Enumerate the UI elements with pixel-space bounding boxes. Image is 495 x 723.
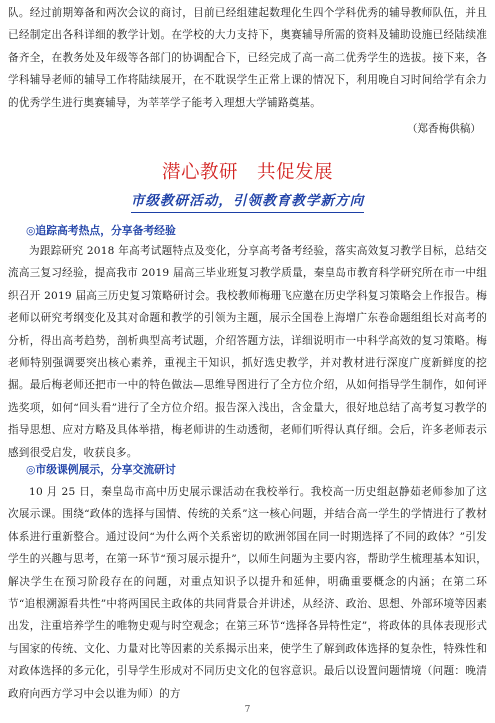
article-title: 潜心教研 共促发展 <box>161 162 333 183</box>
section-body-block-2 <box>8 481 487 705</box>
section-body-block-1 <box>8 240 487 464</box>
section-body-demo-lesson: 10 月 25 日，秦皇岛市高中历史展示课活动在我校举行。我校高一历史组赵静茹老师参加了这次展示课。围绕“政体的选择与国情、传统的关系”这一核心问题，并结合高一学生的学情进行了教材体系进行重新整合。通过设问“为什么两个关系密切的欧洲邻国在同一时期选择了不同的政体？”引发学生的兴趣与思考，在第一环节“预习展示提升”，以师生问题为主要内容，帮助学生梳理基本知识，解决学生在预习阶段存在的问题，对重点知识予以提升和延伸，明确重要概念的内涵；在第二环节“追根溯源看共性”中将两国民主政体的共同背景合并讲述，从经济、政治、思想、外部环境等因素出发，注重培养学生的唯物史观与时空观念；在第三环节“选择各异特性定”，将政体的具体表现形式与国家的传统、文化、力量对比等因素的关系揭示出来，使学生了解到政体选择的复杂性，特殊性和对政体选择的多元化，引导学生形成对不同历史文化的包容意识。最后以设置问题情境（问题：晚清政府向西方学习中会以谁为师）的方 <box>8 486 487 700</box>
article-subtitle-text: 市级教研活动，引领教育教学新方向 <box>131 190 365 213</box>
intro-paragraph-block <box>8 2 487 114</box>
section-heading-demo-lesson: ◎市级课例展示，分享交流研讨 <box>26 463 176 476</box>
page-number: 7 <box>244 705 251 715</box>
intro-paragraph: 队。经过前期筹备和两次会议的商讨，目前已经组建起数理化生四个学科优秀的辅导教师队伍，并且已经制定出各科详细的教学计划。在学校的大力支持下，奥赛辅导所需的资料及辅助设施已经陆续准备齐全，在教务处及年级等各部门的协调配合下，已经完成了高一高二优秀学生的选拔。接下来，各学科辅导老师的辅导工作将陆续展开，在不耽误学生正常上课的情况下，利用晚自习时间给学有余力的优秀学生进行奥赛辅导，为莘莘学子能考入理想大学铺路奠基。 <box>8 7 487 109</box>
article-subtitle <box>0 190 495 213</box>
section-heading-exam-tracking: ◎追踪高考热点，分享备考经验 <box>26 224 176 237</box>
contributor-signature: （郑香梅供稿） <box>406 123 481 135</box>
section-body-exam-tracking: 为跟踪研究 2018 年高考试题特点及变化，分享高考备考经验，落实高效复习教学目标，总结交流高三复习经验，提高我市 2019 届高三毕业班复习教学质量，秦皇岛市教育科学研究所在市一中组织召开 2019 届高三历史复习策略研讨会。我校教师梅珊飞应邀在历史学科复习策略会上作报告。梅老师以研究考纲变化及其对命题和教学的引领为主题，展示全国卷上海增广东卷命题组组长对高考的分析，得出高考趋势，剖析典型高考试题，介绍答题方法，详细说明市一中科学高效的复习策略。梅老师特别强调要突出核心素养，重视主干知识，抓好选史教学，并对教材进行深度广度新鲜度的挖掘。最后梅老师还把市一中的特色做法—思维导图进行了全方位介绍，从如何指导学生制作，如何评选奖项，如何“回头看”进行了全方位介绍。报告深入浅出，含金量大，很好地总结了高考复习教学的指导思想、应对方略及具体举措，梅老师讲的生动透彻，老师们听得认真仔细。会后，许多老师表示感到很受启发，收获良多。 <box>8 245 487 459</box>
